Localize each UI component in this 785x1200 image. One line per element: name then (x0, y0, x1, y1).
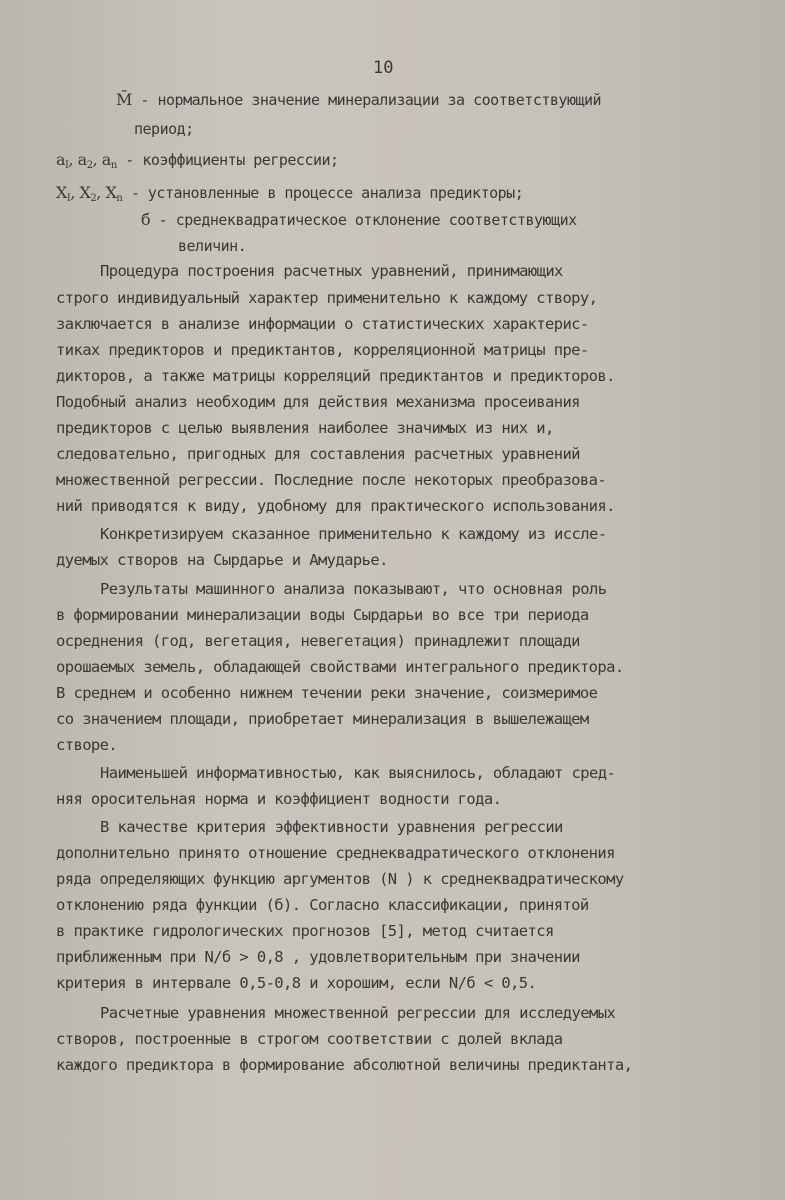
definition-sigma-cont: величин. (178, 237, 247, 255)
p3-line: в формировании минерализации воды Сырдарьи во все три периода (56, 606, 589, 624)
p6-line: створов, построенные в строгом соответствии с долей вклада (56, 1030, 563, 1048)
page-number: 10 (373, 58, 394, 78)
symbol-m: M̄ (116, 90, 132, 109)
definition-text: - коэффициенты регрессии; (125, 151, 339, 169)
p6-line: каждого предиктора в формирование абсолютной величины предиктанта, (56, 1056, 633, 1074)
p2-line: Конкретизируем сказанное применительно к каждому из иссле- (100, 525, 607, 543)
p3-line: осреднения (год, вегетация, невегетация) принадлежит площади (56, 632, 580, 650)
p5-line: ряда определяющих функцию аргументов (N ) к среднеквадратическому (56, 870, 624, 888)
p1-line: множественной регрессии. Последние после некоторых преобразова- (56, 471, 607, 489)
p3-line: В среднем и особенно нижнем течении реки значение, соизмеримое (56, 684, 598, 702)
p5-line: дополнительно принято отношение среднеквадратического отклонения (56, 844, 615, 862)
p1-line: предикторов с целью выявления наиболее значимых из них и, (56, 419, 554, 437)
p1-line: дикторов, а также матрицы корреляций предиктантов и предикторов. (56, 367, 615, 385)
definition-text: - среднеквадратическое отклонение соответствующих (158, 211, 577, 229)
p2-line: дуемых створов на Сырдарье и Амударье. (56, 551, 388, 569)
p1-line: ний приводятся к виду, удобному для практического использования. (56, 497, 615, 515)
p5-line: В качестве критерия эффективности уравнения регрессии (100, 818, 563, 836)
p3-line: створе. (56, 736, 118, 754)
p1-line: тиках предикторов и предиктантов, корреляционной матрицы пре- (56, 341, 589, 359)
definition-x (56, 183, 523, 204)
p5-line: приближенным при N/б > 0,8 , удовлетворительным при значении (56, 948, 580, 966)
symbol-x: $X_I$, $X_2$, $X_n$ (56, 183, 123, 204)
definition-text: - нормальное значение минерализации за соответствующий (140, 91, 602, 109)
p3-line: Результаты машинного анализа показывают, что основная роль (100, 580, 607, 598)
p4-line: Наименьшей информативностью, как выяснилось, обладают сред- (100, 764, 616, 782)
p3-line: орошаемых земель, обладающей свойствами интегрального предиктора. (56, 658, 624, 676)
p4-line: няя оросительная норма и коэффициент водности года. (56, 790, 502, 808)
p1-line: строго индивидуальный характер применительно к каждому створу, (56, 289, 598, 307)
definition-m-cont: период; (134, 120, 194, 138)
p3-line: со значением площади, приобретает минерализация в вышележащем (56, 710, 589, 728)
p5-line: критерия в интервале 0,5-0,8 и хорошим, если N/б < 0,5. (56, 974, 537, 992)
symbol-sigma: б (141, 210, 151, 229)
definition-a (56, 150, 339, 171)
p6-line: Расчетные уравнения множественной регрессии для исследуемых (100, 1004, 616, 1022)
symbol-a: $a_I$, $a_2$, $a_n$ (56, 150, 117, 171)
definition-text: - установленные в процессе анализа предикторы; (130, 184, 524, 202)
p1-line: Процедура построения расчетных уравнений, принимающих (100, 262, 563, 280)
p5-line: отклонению ряда функции (б). Согласно классификации, принятой (56, 896, 589, 914)
p1-line: заключается в анализе информации о статистических характерис- (56, 315, 589, 333)
definition-sigma (141, 210, 577, 229)
p1-line: Подобный анализ необходим для действия механизма просеивания (56, 393, 580, 411)
p5-line: в практике гидрологических прогнозов [5], метод считается (56, 922, 554, 940)
definition-m (116, 90, 601, 109)
p1-line: следовательно, пригодных для составления расчетных уравнений (56, 445, 580, 463)
